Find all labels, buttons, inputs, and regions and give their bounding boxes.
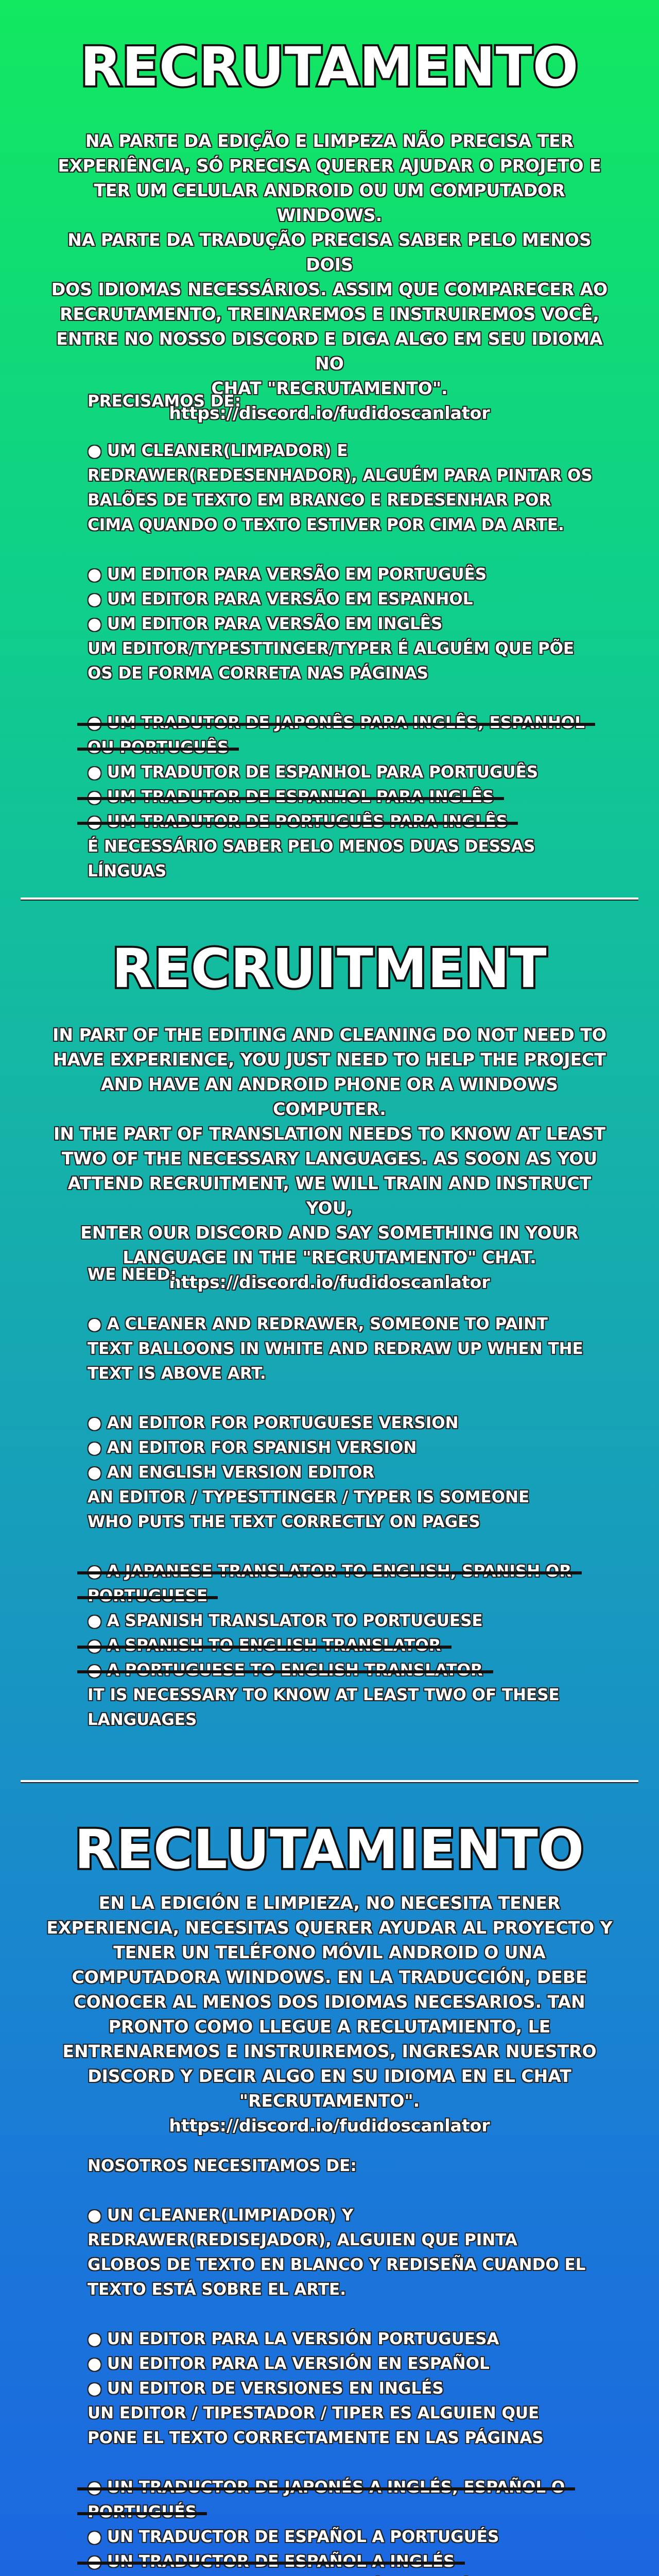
list-item-text: LÍNGUAS: [88, 862, 167, 880]
intro-line: TWO OF THE NECESSARY LANGUAGES. AS SOON AS YOU: [61, 1148, 598, 1168]
spacer: [88, 537, 602, 562]
list-item-text: É NECESSÁRIO SABER PELO MENOS DUAS DESSAS: [88, 837, 535, 856]
list-item: OS DE FORMA CORRETA NAS PÁGINAS: [88, 664, 428, 683]
intro-line: TENER UN TELÉFONO MÓVIL ANDROID O UNA: [113, 1942, 546, 1962]
intro-line: EXPERIÊNCIA, SÓ PRECISA QUERER AJUDAR O PROJETO E: [58, 156, 601, 176]
list-item: WHO PUTS THE TEXT CORRECTLY ON PAGES: [88, 1513, 480, 1531]
spacer: [88, 686, 602, 710]
list-item: [88, 1559, 602, 1584]
section-title: RECRUITMENT: [112, 937, 547, 1000]
list-item: [88, 1584, 602, 1608]
list-item: REDRAWER(REDESENHADOR), ALGUÉM PARA PINTAR OS: [88, 466, 593, 485]
strikethrough-line: [77, 1571, 582, 1574]
strikethrough-line: [77, 2487, 575, 2490]
intro-line: IN THE PART OF TRANSLATION NEEDS TO KNOW AT LEAST: [54, 1124, 605, 1144]
list-item: [88, 1658, 602, 1683]
section-spanish: [0, 1783, 659, 2576]
list-item: GLOBOS DE TEXTO EN BLANCO Y REDISEÑA CUANDO EL: [88, 2256, 586, 2274]
list-item: [88, 1707, 602, 1732]
intro-line: EN LA EDICIÓN E LIMPIEZA, NO NECESITA TENER: [98, 1893, 561, 1913]
section-intro: [46, 129, 613, 426]
needs-list: [88, 389, 602, 884]
list-item: CIMA QUANDO O TEXTO ESTIVER POR CIMA DA ARTE.: [88, 516, 564, 534]
strikethrough-line: [77, 2512, 207, 2515]
list-item: [88, 2475, 602, 2500]
section-divider: [21, 897, 638, 900]
list-item: ● UN CLEANER(LIMPIADOR) Y: [88, 2206, 354, 2225]
list-item: ● UM EDITOR PARA VERSÃO EM PORTUGUÊS: [88, 565, 487, 584]
intro-line: ENTRENAREMOS E INSTRUIREMOS, INGRESAR NUESTRO: [62, 2041, 597, 2061]
intro-line: NA PARTE DA TRADUÇÃO PRECISA SABER PELO MENOS DOIS: [67, 230, 592, 275]
list-item: [88, 859, 602, 884]
list-item-text: LANGUAGES: [88, 1710, 197, 1729]
section-intro: [46, 1023, 613, 1295]
list-item: ● UM EDITOR PARA VERSÃO EM ESPANHOL: [88, 590, 473, 608]
list-item: [88, 710, 602, 735]
intro-line: TER UM CELULAR ANDROID OU UM COMPUTADOR WINDOWS.: [94, 180, 565, 225]
intro-line: PRONTO COMO LLEGUE A RECLUTAMIENTO, LE: [108, 2016, 551, 2037]
list-item: [88, 834, 602, 859]
list-item: [88, 1683, 602, 1707]
intro-line: DISCORD Y DECIR ALGO EN SU IDIOMA EN EL CHAT: [88, 2066, 571, 2086]
intro-line: NA PARTE DA EDIÇÃO E LIMPEZA NÃO PRECISA TER: [85, 131, 574, 151]
list-item: BALÕES DE TEXTO EM BRANCO E REDESENHAR POR: [88, 491, 551, 510]
list-item: [88, 1633, 602, 1658]
list-item: [88, 2500, 602, 2524]
list-item-text: ● UM TRADUTOR DE ESPANHOL PARA PORTUGUÊS: [88, 763, 539, 782]
list-item: TEXT IS ABOVE ART.: [88, 1364, 266, 1383]
spacer: [88, 2450, 602, 2475]
list-item: [88, 2549, 602, 2574]
spacer: [88, 1534, 602, 1559]
list-item: ● UM CLEANER(LIMPADOR) E: [88, 442, 348, 460]
section-title: RECRUTAMENTO: [80, 36, 579, 98]
needs-heading: NOSOTROS NECESITAMOS DE:: [88, 2157, 357, 2175]
list-item: UN EDITOR / TIPESTADOR / TIPER ES ALGUIEN QUE: [88, 2404, 540, 2422]
discord-link[interactable]: https://discord.io/fudidoscanlator: [169, 1272, 490, 1292]
intro-line: DOS IDIOMAS NECESSÁRIOS. ASSIM QUE COMPARECER AO: [51, 279, 608, 299]
list-item: ● AN EDITOR FOR SPANISH VERSION: [88, 1438, 417, 1457]
intro-line: AND HAVE AN ANDROID PHONE OR A WINDOWS COMPUTER.: [101, 1074, 558, 1119]
intro-line: HAVE EXPERIENCE, YOU JUST NEED TO HELP THE PROJECT: [53, 1049, 606, 1070]
list-item: [88, 735, 602, 760]
list-item: TEXTO ESTÁ SOBRE EL ARTE.: [88, 2280, 346, 2299]
intro-line: "RECRUTAMENTO".: [239, 2091, 420, 2111]
list-item-text: IT IS NECESSARY TO KNOW AT LEAST TWO OF THESE: [88, 1686, 560, 1704]
list-item: REDRAWER(REDISEJADOR), ALGUIEN QUE PINTA: [88, 2231, 517, 2249]
strikethrough-line: [77, 1646, 452, 1649]
needs-heading: WE NEED:: [88, 1265, 177, 1284]
list-item: ● A CLEANER AND REDRAWER, SOMEONE TO PAINT: [88, 1315, 548, 1333]
intro-line: ENTRE NO NOSSO DISCORD E DIGA ALGO EM SEU IDIOMA NO: [56, 329, 603, 374]
intro-line: CHAT "RECRUTAMENTO".: [211, 378, 448, 398]
list-item: [88, 785, 602, 809]
strikethrough-line: [77, 822, 518, 825]
needs-list: [88, 1262, 602, 1732]
list-item: [88, 760, 602, 785]
list-item: ● AN ENGLISH VERSION EDITOR: [88, 1463, 375, 1482]
spacer: [88, 1386, 602, 1411]
section-english: [0, 902, 659, 1777]
intro-line: ATTEND RECRUITMENT, WE WILL TRAIN AND INSTRUCT YOU,: [67, 1173, 592, 1218]
list-item: TEXT BALLOONS IN WHITE AND REDRAW UP WHEN THE: [88, 1340, 583, 1358]
strikethrough-line: [77, 723, 595, 726]
intro-line: RECRUTAMENTO, TREINAREMOS E INSTRUIREMOS VOCÊ,: [60, 304, 599, 324]
needs-heading: PRECISAMOS DE:: [88, 392, 241, 411]
strikethrough-line: [77, 797, 504, 800]
list-item: [88, 2574, 602, 2576]
intro-line: ENTER OUR DISCORD AND SAY SOMETHING IN YOUR: [80, 1223, 579, 1243]
discord-link[interactable]: https://discord.io/fudidoscanlator: [169, 2115, 490, 2136]
list-item: [88, 2524, 602, 2549]
strikethrough-line: [77, 1596, 218, 1599]
list-item: ● AN EDITOR FOR PORTUGUESE VERSION: [88, 1414, 459, 1432]
spacer: [88, 414, 602, 438]
list-item: PONE EL TEXTO CORRECTAMENTE EN LAS PÁGINAS: [88, 2429, 544, 2447]
spacer: [88, 2302, 602, 2327]
list-item: ● UM EDITOR PARA VERSÃO EM INGLÊS: [88, 615, 443, 633]
intro-line: COMPUTADORA WINDOWS. EN LA TRADUCCIÓN, DEBE: [72, 1967, 587, 1987]
list-item: [88, 1608, 602, 1633]
list-item: ● UN EDITOR PARA LA VERSIÓN PORTUGUESA: [88, 2330, 499, 2348]
discord-link[interactable]: https://discord.io/fudidoscanlator: [169, 403, 490, 423]
list-item-text: ● A SPANISH TRANSLATOR TO PORTUGUESE: [88, 1612, 483, 1630]
intro-line: EXPERIENCIA, NECESITAS QUERER AYUDAR AL PROYECTO Y: [46, 1918, 613, 1938]
list-item-text: ● UN TRADUCTOR DE ESPAÑOL A PORTUGUÉS: [88, 2528, 499, 2546]
section-portuguese: [0, 0, 659, 896]
list-item: [88, 809, 602, 834]
intro-line: LANGUAGE IN THE "RECRUTAMENTO" CHAT.: [123, 1247, 536, 1267]
section-title: RECLUTAMIENTO: [74, 1818, 585, 1881]
strikethrough-line: [77, 748, 239, 751]
section-divider: [21, 1780, 638, 1782]
list-item: AN EDITOR / TYPESTTINGER / TYPER IS SOMEONE: [88, 1488, 530, 1506]
list-item: ● UN EDITOR PARA LA VERSIÓN EN ESPAÑOL: [88, 2354, 490, 2373]
spacer: [88, 1287, 602, 1312]
list-item: ● UN EDITOR DE VERSIONES EN INGLÉS: [88, 2379, 444, 2398]
strikethrough-line: [77, 1670, 493, 1673]
section-intro: [46, 1891, 613, 2138]
list-item: UM EDITOR/TYPESTTINGER/TYPER É ALGUÉM QUE PÕE: [88, 639, 575, 658]
intro-line: CONOCER AL MENOS DOS IDIOMAS NECESARIOS. TAN: [74, 1992, 585, 2012]
needs-list: [88, 2154, 602, 2576]
strikethrough-line: [77, 2562, 465, 2565]
spacer: [88, 2178, 602, 2203]
intro-line: IN PART OF THE EDITING AND CLEANING DO NOT NEED TO: [53, 1025, 606, 1045]
